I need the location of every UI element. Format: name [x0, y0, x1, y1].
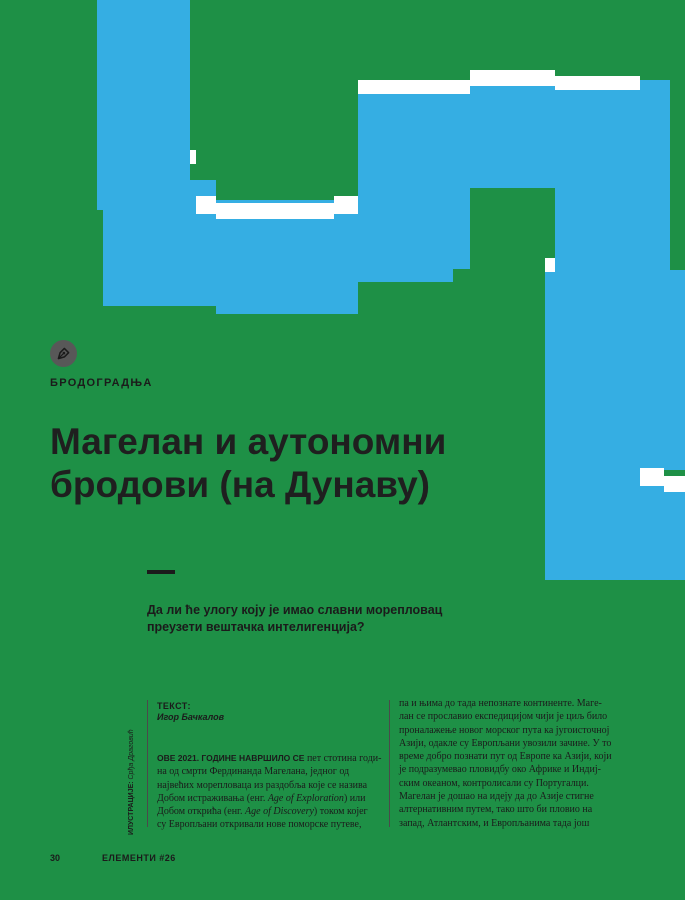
body-line: запад, Атлантским, и Европљанима тада још: [399, 817, 590, 829]
body-line: па и њима до тада непознате континенте. Маге-: [399, 698, 602, 709]
body-line: [157, 792, 385, 805]
page-number: 30: [50, 853, 61, 863]
column-divider: [389, 700, 390, 827]
body-line: највећих морепловаца из раздобља које се назива: [157, 779, 368, 791]
body-italic: Age of Exploration: [267, 792, 344, 804]
body-line: Азији, одакле су Европљани увозили зачине. У то: [399, 737, 612, 749]
body-column-2: [399, 697, 639, 830]
subtitle-line: преузети вештачка интелигенција?: [147, 620, 365, 634]
body-line: проналажење новог морског пута ка југоисточној: [399, 724, 610, 736]
subtitle-line: Да ли ће улогу коју је имао славни морепловац: [147, 603, 443, 617]
illustration-credit-label: ИЛУСТРАЦИЈЕ:: [128, 781, 135, 835]
body-italic: Age of Discovery: [245, 806, 314, 818]
magazine-name: ЕЛЕМЕНТИ #26: [102, 853, 176, 863]
body-line: ским океаном, контролисали су Португалци.: [399, 777, 589, 789]
body-text: Добом истраживања (енг.: [157, 792, 268, 804]
title-line: бродови (на Дунаву): [50, 464, 430, 505]
body-line: Магелан је дошао на идеју да до Азије стигне: [399, 791, 594, 803]
section-label: БРОДОГРАДЊА: [50, 377, 153, 389]
body-text: Добом открића (енг.: [157, 806, 246, 818]
body-text: пет стотина годи-: [304, 753, 382, 764]
body-column-1: [157, 752, 385, 832]
body-line: су Европљани откривали нове поморске путеве,: [157, 819, 362, 831]
title-line: Магелан и аутономни: [50, 421, 447, 462]
body-line: алтернативним путем, тако што би пловио на: [399, 804, 593, 816]
article-title: [50, 420, 570, 506]
title-rule: [147, 570, 175, 574]
illustration-credit-name: Срђа Драговић: [128, 729, 135, 780]
pen-nib-icon: [50, 340, 77, 367]
article-subtitle: [147, 602, 507, 636]
body-line: на од смрти Фердинанда Магелана, једног од: [157, 766, 350, 778]
lead-in: ОВЕ 2021. ГОДИНЕ НАВРШИЛО СЕ: [157, 753, 305, 763]
body-line: [157, 752, 385, 765]
body-line: [157, 805, 385, 818]
body-line: лан се прославио експедицијом чији је циљ било: [399, 711, 608, 723]
body-line: је подразумевао пловидбу око Африке и Индиј-: [399, 764, 601, 776]
body-text: ) током којег: [313, 806, 368, 818]
byline-author: Игор Бачкалов: [157, 712, 225, 722]
column-divider: [147, 700, 148, 827]
body-line: време добро познати пут од Европе ка Азији, који: [399, 751, 612, 763]
byline-label: ТЕКСТ:: [157, 701, 191, 711]
body-text: ) или: [343, 792, 366, 804]
illustration-credit: [128, 729, 135, 835]
